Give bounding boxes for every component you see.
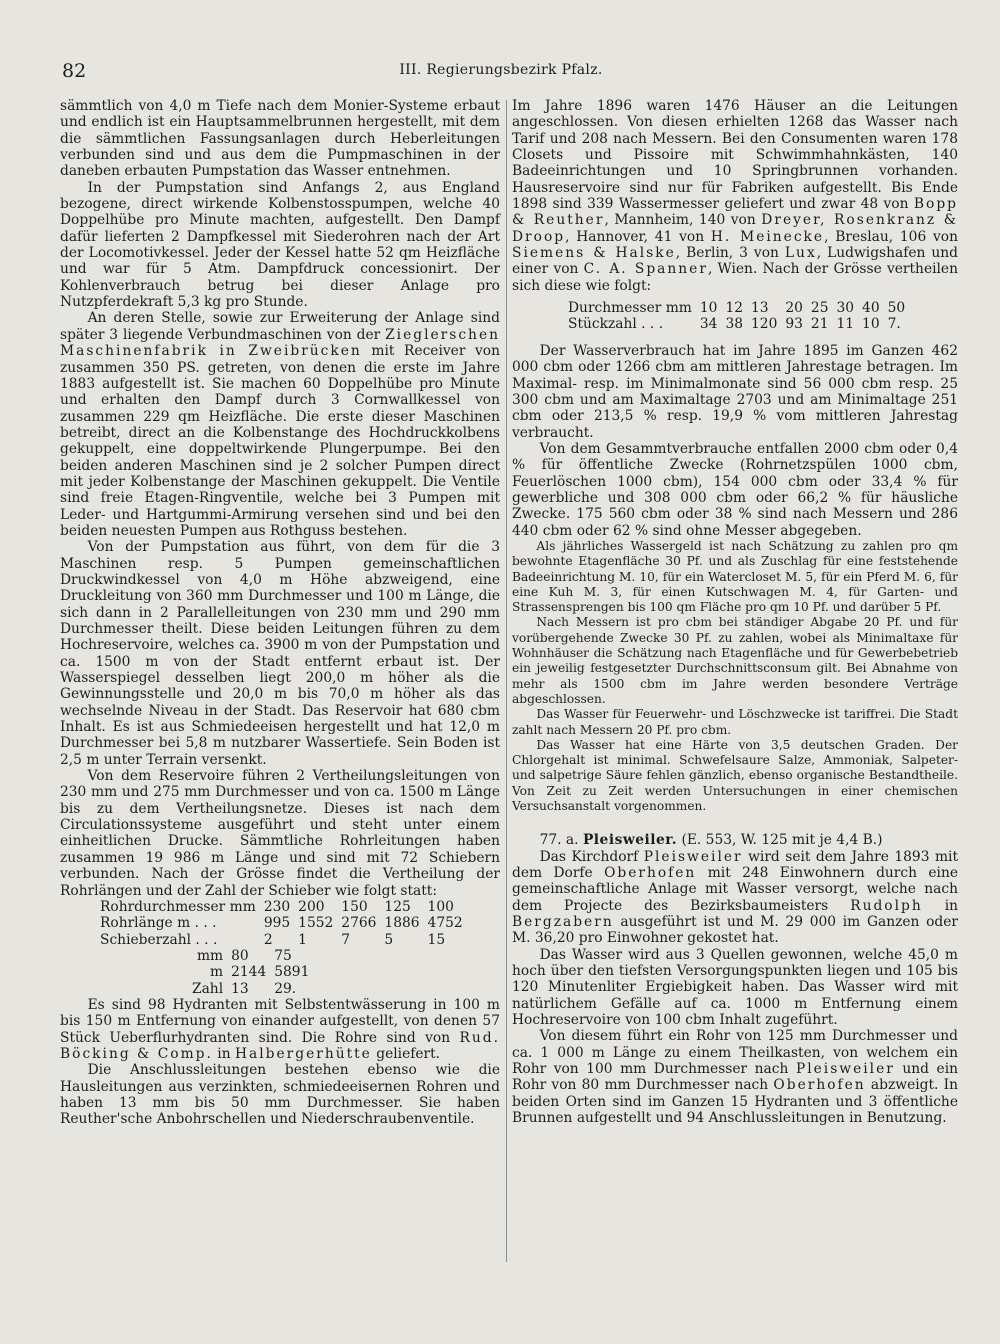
section-info: (E. 553, W. 125 mit je 4,4 B.) <box>681 832 883 849</box>
place-name: Halbergerhütte <box>234 1045 372 1062</box>
paragraph: Das Kirchdorf Pleisweiler wird seit dem Jahre 1893 mit dem Dorfe Oberhofen mit 248 Einwohnern durch eine gemeinschaftliche Anlage mit Wasser versorgt, welche nach dem Projecte des Bezirksbaumeisters Rudolph in Bergzabern ausgeführt ist und M. 29 000 im Ganzen oder M. 36,20 pro Einwohner gekostet hat. <box>512 848 958 947</box>
water-meter-table <box>564 300 909 333</box>
page-number: 82 <box>62 60 87 82</box>
table-row: Zahl 13 29. <box>192 980 297 997</box>
small-paragraph: Das Wasser für Feuerwehr- und Löschzwecke ist tariffrei. Die Stadt zahlt nach Messern 20 Pf. pro cbm. <box>512 707 958 737</box>
small-paragraph: Als jährliches Wassergeld ist nach Schätzung zu zahlen pro qm bewohnte Etagenfläche 30 Pf. und als Zuschlag für eine feststehende Badeeinrichtung M. 10, für ein Watercloset M. 5, für ein Pferd M. 6, für eine Kuh M. 3, für einen Kutschwagen M. 4, für Garten- und Strassensprengen bis 100 qm Fläche pro qm 10 Pf. und darüber 5 Pf. <box>512 538 958 615</box>
table-row: Durchmesser mm 10 12 13 20 25 30 40 50 <box>568 300 906 317</box>
right-column <box>512 98 958 1126</box>
table-row: Schieberzahl . . . 2 1 7 5 15 <box>100 931 446 948</box>
paragraph: Der Wasserverbrauch hat im Jahre 1895 im Ganzen 462 000 cbm oder 1266 cbm am mittleren Jahrestage betragen. Im Maximal- resp. im Minimalmonate sind 56 000 cbm resp. 25 300 cbm und am Maximaltage 2703 und am Minimaltage 251 cbm oder 213,5 % resp. 19,9 % vom mittleren Jahrestag verbraucht. <box>512 342 958 441</box>
section-place: Pleisweiler. <box>582 832 678 849</box>
running-head: III. Regierungsbezirk Pfalz. <box>399 62 603 78</box>
paragraph: Das Wasser wird aus 3 Quellen gewonnen, welche 45,0 m hoch über den tiefsten Versorgungspunkten liegen und 105 bis 120 Minutenliter Ergiebigkeit haben. Das Wasser wird mit natürlichem Gefälle auf ca. 1000 m Entfernung einem Hochreservoire von 100 cbm Inhalt zugeführt. <box>512 946 958 1029</box>
table-row: Stückzahl . . . 34 38 120 93 21 11 10 7. <box>568 316 901 333</box>
table-row: m 2144 5891 <box>210 964 310 981</box>
paragraph: Im Jahre 1896 waren 1476 Häuser an die Leitungen angeschlossen. Von diesen erhielten 1268 das Wasser nach Tarif und 208 nach Messern. Bei den Consumenten waren 178 Closets und Pissoire mit Schwimmhahnkästen, 140 Badeeinrichtungen und 10 Springbrunnen vorhanden. Hausreservoire sind nur für Fabriken aufgestellt. Bis Ende 1898 sind 339 Wassermesser geliefert und zwar 48 von Bopp & Reuther, Mannheim, 140 von Dreyer, Rosenkranz & Droop, Hannover, 41 von H. Meinecke, Breslau, 106 von Siemens & Halske, Berlin, 3 von Lux, Ludwigshafen und einer von C. A. Spanner, Wien. Nach der Grösse vertheilen sich diese wie folgt: <box>512 98 959 294</box>
company-name: Zieglerschen Maschinenfabrik in Zweibrücken <box>60 326 500 360</box>
paragraph: In der Pumpstation sind Anfangs 2, aus England bezogene, direct wirkende Kolbenstosspumpen, welche 40 Doppelhübe pro Minute machten, aufgestellt. Den Dampf dafür lieferten 2 Dampfkessel mit Siederohren nach der Art der Locomotivkessel. Jeder der Kessel hatte 52 qm Heizfläche und war für 5 Atm. Dampfdruck concessionirt. Der Kohlenverbrauch betrug bei dieser Anlage pro Nutzpferdekraft 5,3 kg pro Stunde. <box>60 179 500 311</box>
pipe-distribution-table <box>100 899 467 948</box>
pipe-distribution-table-continued <box>188 948 313 997</box>
column-divider <box>506 100 507 1262</box>
paragraph: Von der Pumpstation aus führt, von dem für die 3 Maschinen resp. 5 Pumpen gemeinschaftlichen Druckwindkessel von 4,0 m Höhe abzweigend, eine Druckleitung von 360 mm Durchmesser und 100 m Länge, die sich dann in 2 Parallelleitungen von 230 mm und 290 mm Durchmesser theilt. Diese beiden Leitungen führen zu dem Hochreservoire, welches ca. 3900 m von der Pumpstation und ca. 1500 m von der Stadt entfernt erbaut ist. Der Wasserspiegel desselben liegt 200,0 m höher als die Gewinnungsstelle und 20,0 m bis 70,0 m höher als das wechselnde Niveau in der Stadt. Das Reservoir hat 680 cbm Inhalt. Es ist aus Schmiedeeisen hergestellt und hat 12,0 m Durchmesser bei 5,8 m nutzbarer Wassertiefe. Sein Boden ist 2,5 m unter Terrain versenkt. <box>60 539 500 768</box>
paragraph: An deren Stelle, sowie zur Erweiterung der Anlage sind später 3 liegende Verbundmaschinen von der Zieglerschen Maschinenfabrik in Zweibrücken mit Receiver von zusammen 350 PS. getreten, von denen die erste im Jahre 1883 aufgestellt ist. Sie machen 60 Doppelhübe pro Minute und erhalten den Dampf durch 3 Cornwallkessel von zusammen 229 qm Heizfläche. Die erste dieser Maschinen betreibt, direct an die Kolbenstange des Hochdruckkolbens gekuppelt, eine doppeltwirkende Plungerpumpe. Bei den beiden anderen Maschinen sind je 2 solcher Pumpen direct mit jeder Kolbenstange der Maschinen gekuppelt. Die Ventile sind freie Etagen-Ringventile, welche bei 3 Pumpen mit Leder- und Hartgummi-Armirung versehen sind und bei den beiden neuesten Pumpen aus Rothguss bestehen. <box>60 310 500 539</box>
paragraph: Die Anschlussleitungen bestehen ebenso wie die Hausleitungen aus verzinkten, schmiedeeisernen Rohren und haben 13 mm bis 50 mm Durchmesser. Sie haben Reuther'sche Anbohrschellen und Niederschraubenventile. <box>60 1062 500 1128</box>
small-paragraph: Nach Messern ist pro cbm bei ständiger Abgabe 20 Pf. und für vorübergehende Zwecke 30 Pf. zu zahlen, wobei als Minimaltaxe für Wohnhäuser die Schätzung nach Etagenfläche und für Gewerbebetrieb ein jeweilig festgesetzter Durchschnittsconsum gilt. Bei Abnahme von mehr als 1500 cbm im Jahre werden besondere Verträge abgeschlossen. <box>512 615 958 706</box>
paragraph: Von dem Gesammtverbrauche entfallen 2000 cbm oder 0,4 % für öffentliche Zwecke (Rohrnetzspülen 1000 cbm, Feuerlöschen 1000 cbm), 154 000 cbm oder 33,4 % für gewerbliche und 308 000 cbm oder 66,2 % für häusliche Zwecke. 175 560 cbm oder 38 % sind nach Messern und 286 440 cbm oder 62 % sind ohne Messer abgegeben. <box>512 440 958 539</box>
paragraph: Es sind 98 Hydranten mit Selbstentwässerung in 100 m bis 150 m Entfernung von einander aufgestellt, von denen 57 Stück Ueberflurhydranten sind. Die Rohre sind von Rud. Böcking & Comp. in Halbergerhütte geliefert. <box>60 996 500 1062</box>
left-column <box>60 98 500 1128</box>
page-header <box>62 60 940 84</box>
table-row: Rohrdurchmesser mm 230 200 150 125 100 <box>100 898 454 915</box>
table-row: Rohrlänge m . . . 995 1552 2766 1886 4752 <box>100 915 463 932</box>
paragraph: Von diesem führt ein Rohr von 125 mm Durchmesser und ca. 1 000 m Länge zu einem Theilkasten, von welchem ein Rohr von 100 mm Durchmesser nach Pleisweiler und ein Rohr von 80 mm Durchmesser nach Oberhofen abzweigt. In beiden Orten sind im Ganzen 15 Hydranten und 3 öffentliche Brunnen aufgestellt und 94 Anschlussleitungen in Benutzung. <box>512 1028 958 1127</box>
section-heading <box>512 832 958 848</box>
table-row: mm 80 75 <box>196 947 292 964</box>
small-paragraph: Das Wasser hat eine Härte von 3,5 deutschen Graden. Der Chlorgehalt ist minimal. Schwefelsaure Salze, Ammoniak, Salpeter- und salpetrige Säure fehlen gänzlich, ebenso organische Bestandtheile. Von Zeit zu Zeit werden Untersuchungen in einer chemischen Versuchsanstalt vorgenommen. <box>512 737 958 813</box>
company-name: Rud. Böcking & Comp. <box>60 1029 500 1062</box>
paragraph: sämmtlich von 4,0 m Tiefe nach dem Monier-Systeme erbaut und endlich ist ein Hauptsammelbrunnen hergestellt, mit dem die sämmtlichen Fassungsanlagen durch Heberleitungen verbunden sind und aus dem die Pumpmaschinen in der daneben erbauten Pumpstation das Wasser entnehmen. <box>60 98 500 180</box>
section-number: 77. a. <box>539 832 579 849</box>
paragraph: Von dem Reservoire führen 2 Vertheilungsleitungen von 230 mm und 275 mm Durchmesser und von ca. 1500 m Länge bis zu dem Vertheilungsnetze. Dieses ist nach dem Circulationssysteme ausgeführt und steht unter einem einheitlichen Drucke. Sämmtliche Rohrleitungen haben zusammen 19 986 m Länge und sind mit 72 Schiebern verbunden. Nach der Grösse findet die Vertheilung der Rohrlängen und der Zahl der Schieber wie folgt statt: <box>60 768 500 899</box>
